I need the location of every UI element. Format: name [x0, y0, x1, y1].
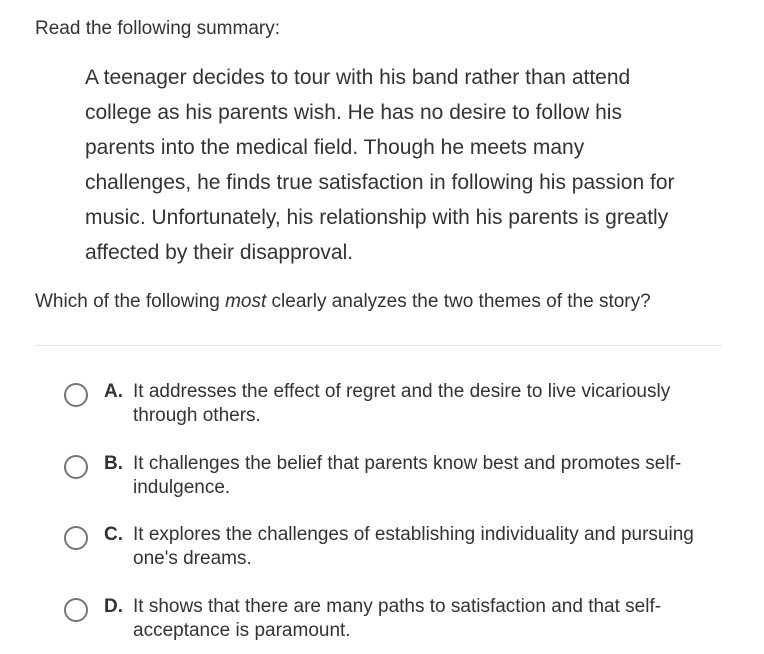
- option-letter: D.: [104, 596, 123, 617]
- option-letter: B.: [104, 453, 123, 474]
- option-letter: C.: [104, 524, 123, 545]
- divider: [35, 345, 722, 346]
- option-text: It challenges the belief that parents know best and promotes self-indulgence.: [133, 453, 682, 498]
- option-letter: A.: [104, 381, 123, 402]
- radio-button-icon[interactable]: [64, 383, 88, 407]
- radio-button-icon[interactable]: [64, 455, 88, 479]
- question-after: clearly analyzes the two themes of the story?: [266, 291, 651, 312]
- summary-passage: A teenager decides to tour with his band rather than attend college as his parents wish. He has no desire to follow his parents into the medical field. Though he meets many challenges, he finds true satisfaction in following his passion for music. Unfortunately, his relationship with his parents is greatly affected by their disapproval.: [85, 66, 675, 264]
- option-text: It shows that there are many paths to satisfaction and that self-acceptance is paramount.: [133, 596, 662, 641]
- question-text: [35, 290, 651, 314]
- prompt-text: Read the following summary:: [35, 18, 280, 39]
- question-before: Which of the following: [35, 291, 226, 312]
- option-text: It addresses the effect of regret and the desire to live vicariously through others.: [133, 381, 671, 426]
- question-emphasis: most: [225, 291, 267, 312]
- option-text: It explores the challenges of establishing individuality and pursuing one's dreams.: [133, 524, 694, 569]
- radio-button-icon[interactable]: [64, 526, 88, 550]
- radio-button-icon[interactable]: [64, 598, 88, 622]
